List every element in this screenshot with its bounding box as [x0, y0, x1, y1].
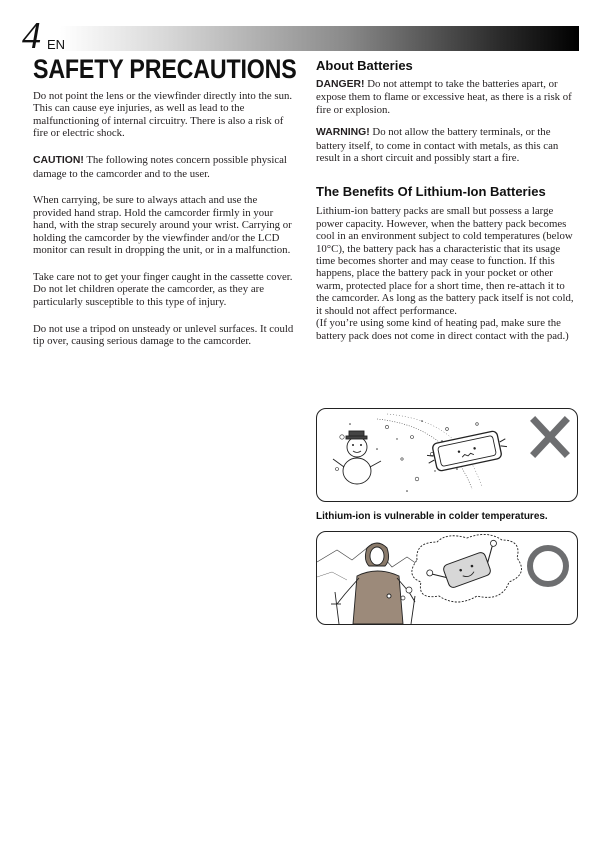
- lithium-body: Lithium-ion battery packs are small but possess a large power capacity. However, when the battery pack becomes cool in an environment subject to cold temperatures (below 10°C), the battery pack has a characteristic that its usage time becomes shorter and may cease to function. If this happens, place the battery pack in your pocket or other warm, protected place for a short time, then re-attach it to the camcorder. As long as the battery pack itself is not cold, it should not affect performance.: [316, 205, 574, 317]
- lithium-note: (If you’re using some kind of heating pad, make sure the battery pack does not come in direct contact with the pad.): [316, 317, 569, 342]
- header-gradient-bar: [60, 26, 579, 51]
- caution-text: The following notes concern possible physical damage to the camcorder and to the user.: [33, 154, 287, 180]
- cross-mark-icon: [535, 421, 565, 453]
- illustration-caption: Lithium-ion is vulnerable in colder temperatures.: [316, 511, 548, 522]
- cold-illustration-panel: [316, 408, 578, 502]
- warm-pocket-battery-illustration: [317, 532, 577, 624]
- page-language: EN: [47, 37, 66, 52]
- danger-text: Do not attempt to take the batteries apart, or expose them to flame or excessive heat, as there is a risk of fire or explosion.: [316, 78, 572, 116]
- about-batteries-heading: About Batteries: [316, 58, 413, 73]
- paragraph-sun-warning: Do not point the lens or the viewfinder directly into the sun. This can cause eye injuries, as well as lead to the malfunctioning of internal circuitry. There is also a risk of fire or electric shock.: [33, 90, 293, 140]
- page-title: SAFETY PRECAUTIONS: [33, 54, 297, 84]
- paragraph-tripod: Do not use a tripod on unsteady or unlevel surfaces. It could tip over, causing serious damage to the camcorder.: [33, 322, 294, 348]
- paragraph-hand-strap: When carrying, be sure to always attach and use the provided hand strap. Hold the camcorder firmly in your hand, with the strap securely around your wrist. Carrying or holding the camcorder by the viewfinder and/or the LCD monitor can result in dropping the unit, or in a malfunction.: [33, 194, 292, 257]
- warm-illustration-panel: [316, 531, 578, 625]
- snowman-cold-battery-illustration: [317, 409, 577, 501]
- warning-text: Do not allow the battery terminals, or the battery itself, to come in contact with metals, as this can result in a short circuit and possibly start a fire.: [316, 126, 559, 165]
- lithium-heading: The Benefits Of Lithium-Ion Batteries: [316, 184, 546, 200]
- circle-ok-icon: [530, 548, 566, 584]
- page-number: 4: [22, 15, 41, 57]
- left-column: [33, 90, 295, 362]
- paragraph-caution: [33, 154, 295, 180]
- danger-label: DANGER!: [316, 79, 365, 90]
- warning-label: WARNING!: [316, 127, 370, 139]
- right-column: [316, 58, 578, 342]
- danger-paragraph: [316, 78, 578, 116]
- paragraph-cassette-cover: Take care not to get your finger caught in the cassette cover. Do not let children operate the camcorder, as they are particularly susceptible to this type of injury.: [33, 270, 293, 308]
- warning-paragraph: [316, 126, 578, 164]
- caution-label: CAUTION!: [33, 155, 84, 167]
